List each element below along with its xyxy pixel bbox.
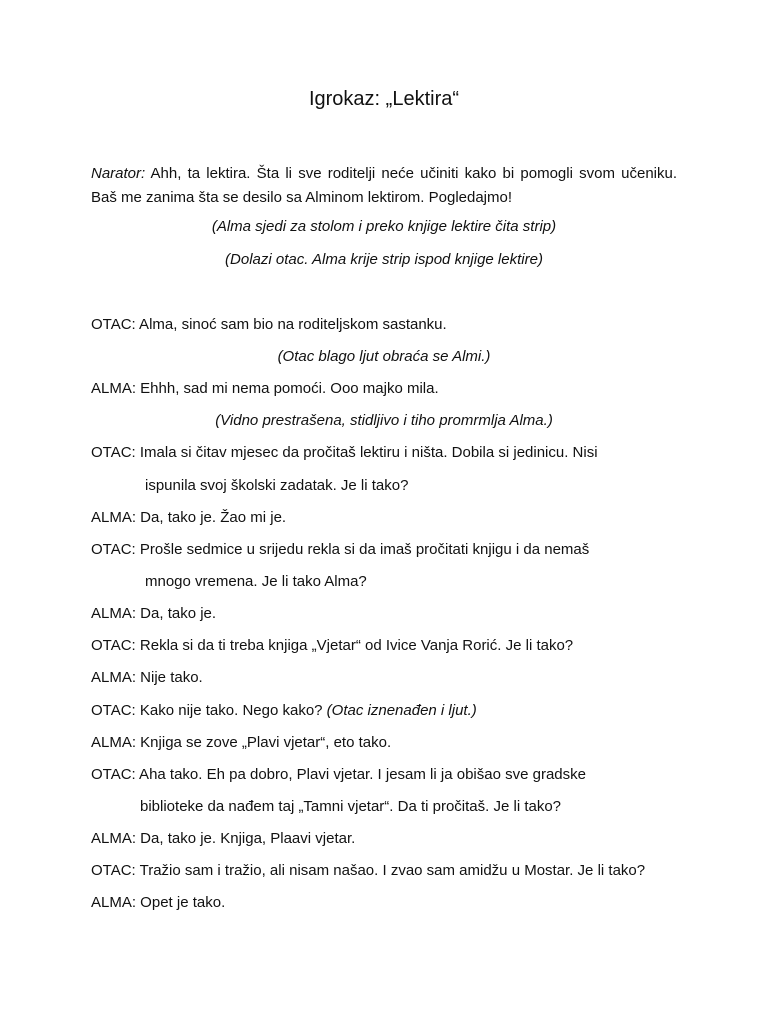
dialogue-line: OTAC: Aha tako. Eh pa dobro, Plavi vjetar. I jesam li ja obišao sve gradske [91, 766, 586, 783]
dialogue-continuation: ispunila svoj školski zadatak. Je li tako? [145, 477, 409, 494]
dialogue-line: ALMA: Nije tako. [91, 669, 203, 686]
dialogue-line: OTAC: Tražio sam i tražio, ali nisam našao. I zvao sam amidžu u Mostar. Je li tako? [91, 862, 646, 879]
inline-stage-direction: (Otac iznenađen i ljut.) [322, 702, 477, 719]
dialogue-line: ALMA: Knjiga se zove „Plavi vjetar“, eto tako. [91, 734, 392, 751]
stage-direction: (Vidno prestrašena, stidljivo i tiho promrmlja Alma.) [215, 412, 553, 429]
dialogue-line: OTAC: Prošle sedmice u srijedu rekla si da imaš pročitati knjigu i da nemaš [91, 541, 590, 558]
dialogue-line: ALMA: Ehhh, sad mi nema pomoći. Ooo majko mila. [91, 380, 439, 397]
dialogue-line: OTAC: Alma, sinoć sam bio na roditeljskom sastanku. [91, 316, 447, 333]
dialogue-line: ALMA: Da, tako je. Knjiga, Plaavi vjetar. [91, 830, 356, 847]
narrator-speaker: Narator: [91, 165, 146, 182]
dialogue-line: ALMA: Opet je tako. [91, 894, 226, 911]
document-title: Igrokaz: „Lektira“ [308, 88, 460, 110]
dialogue-line: ALMA: Da, tako je. [91, 605, 217, 622]
dialogue-continuation: mnogo vremena. Je li tako Alma? [145, 573, 367, 590]
narrator-paragraph [91, 162, 677, 210]
dialogue-line: OTAC: Imala si čitav mjesec da pročitaš lektiru i ništa. Dobila si jedinicu. Nisi [91, 444, 598, 461]
narrator-text: Ahh, ta lektira. Šta li sve roditelji neće učiniti kako bi pomogli svom učeniku. Baš me zanima šta se desilo sa Alminom lektirom. Pogledajmo! [91, 165, 677, 206]
stage-direction: (Otac blago ljut obraća se Almi.) [277, 348, 491, 365]
stage-direction: (Dolazi otac. Alma krije strip ispod knjige lektire) [225, 251, 543, 268]
dialogue-line [91, 702, 477, 719]
dialogue-line: ALMA: Da, tako je. Žao mi je. [91, 509, 287, 526]
dialogue-text: OTAC: Kako nije tako. Nego kako? [91, 702, 323, 719]
stage-direction: (Alma sjedi za stolom i preko knjige lektire čita strip) [211, 218, 557, 235]
dialogue-line: OTAC: Rekla si da ti treba knjiga „Vjetar“ od Ivice Vanja Rorić. Je li tako? [91, 637, 574, 654]
dialogue-continuation: biblioteke da nađem taj „Tamni vjetar“. Da ti pročitaš. Je li tako? [140, 798, 562, 815]
